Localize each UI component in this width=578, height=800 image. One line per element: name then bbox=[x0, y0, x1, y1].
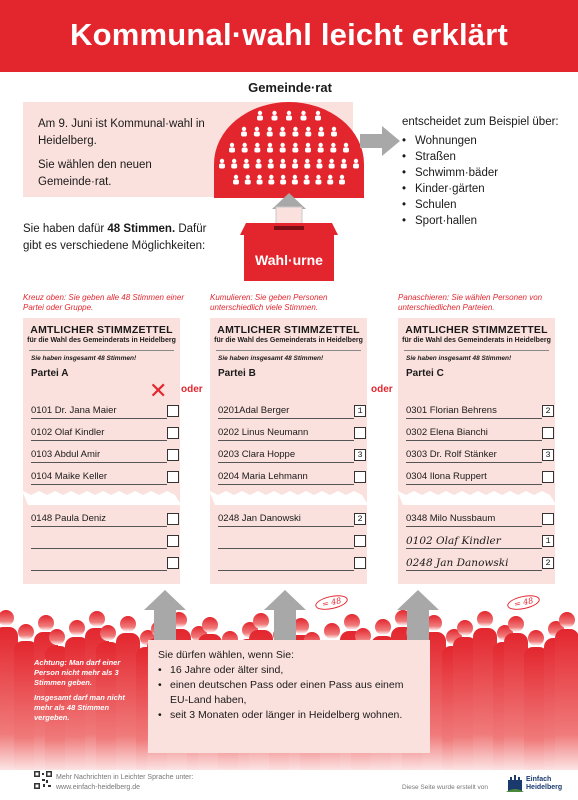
seat-person-icon bbox=[319, 127, 323, 131]
candidate-name: 0248 Jan Danowski bbox=[406, 557, 509, 569]
decides-item: • Kinder·gärten bbox=[402, 181, 572, 197]
seat-person-icon bbox=[231, 164, 237, 169]
torn-edge bbox=[210, 488, 367, 508]
vote-checkbox[interactable] bbox=[354, 427, 366, 439]
candidate-row bbox=[406, 530, 551, 549]
seat-person-icon bbox=[280, 180, 286, 185]
warning-note bbox=[34, 658, 142, 728]
seat-person-icon bbox=[287, 111, 291, 115]
candidate-row bbox=[406, 508, 542, 527]
seat-person-icon bbox=[330, 148, 336, 153]
decides-list bbox=[402, 133, 572, 229]
seat-person-icon bbox=[301, 111, 305, 115]
vote-checkbox[interactable] bbox=[167, 471, 179, 483]
seat-person-icon bbox=[268, 180, 274, 185]
seat-person-icon bbox=[257, 116, 263, 121]
seat-person-icon bbox=[315, 180, 321, 185]
candidate-row bbox=[218, 508, 363, 527]
seat-person-icon bbox=[229, 148, 235, 153]
seat-person-icon bbox=[329, 159, 333, 163]
title-banner bbox=[0, 0, 578, 72]
seat-person-icon bbox=[267, 132, 273, 137]
seat-person-icon bbox=[301, 116, 307, 121]
candidate-name: 0304 Ilona Ruppert bbox=[406, 471, 487, 482]
candidate-name: 0201Adal Berger bbox=[218, 405, 290, 416]
seat-person-icon bbox=[304, 164, 310, 169]
vote-tally: = 48 bbox=[314, 593, 349, 613]
ballot-note: Sie haben insgesamt 48 Stimmen! bbox=[218, 355, 324, 362]
seat-person-icon bbox=[305, 132, 311, 137]
candidate-row bbox=[31, 552, 167, 571]
intro-line-2: Sie wählen den neuen Gemeinde·rat. bbox=[38, 159, 152, 188]
torn-edge bbox=[398, 488, 555, 508]
vote-tally: = 48 bbox=[506, 593, 541, 613]
seat-person-icon bbox=[272, 111, 276, 115]
seat-person-icon bbox=[316, 111, 320, 115]
seat-person-icon bbox=[268, 127, 272, 131]
eligibility-item: • 16 Jahre oder älter sind, bbox=[158, 663, 420, 678]
candidate-name: 0204 Maria Lehmann bbox=[218, 471, 308, 482]
candidate-row bbox=[218, 422, 354, 441]
seat-person-icon bbox=[342, 159, 346, 163]
decides-heading: entscheidet zum Beispiel über: bbox=[402, 116, 559, 128]
candidate-row bbox=[31, 400, 167, 419]
seat-person-icon bbox=[244, 159, 248, 163]
vote-checkbox[interactable]: 2 bbox=[542, 405, 554, 417]
seat-person-icon bbox=[331, 143, 335, 147]
seat-person-icon bbox=[286, 116, 292, 121]
vote-checkbox[interactable]: 3 bbox=[354, 449, 366, 461]
seat-person-icon bbox=[293, 159, 297, 163]
ballot-card bbox=[23, 318, 180, 584]
seat-person-icon bbox=[233, 180, 239, 185]
crowd-person bbox=[100, 625, 116, 641]
vote-checkbox[interactable]: 1 bbox=[542, 535, 554, 547]
seat-person-icon bbox=[280, 143, 284, 147]
candidate-row bbox=[406, 552, 551, 571]
crowd-person bbox=[555, 629, 578, 770]
vote-checkbox[interactable] bbox=[167, 535, 179, 547]
vote-checkbox[interactable] bbox=[354, 557, 366, 569]
votes-text bbox=[23, 221, 213, 255]
seat-person-icon bbox=[318, 132, 324, 137]
seat-person-icon bbox=[245, 180, 251, 185]
candidate-row bbox=[31, 508, 167, 527]
eligibility-heading: Sie dürfen wählen, wenn Sie: bbox=[158, 649, 295, 661]
seat-person-icon bbox=[344, 143, 348, 147]
vote-checkbox[interactable] bbox=[167, 405, 179, 417]
ballot-card bbox=[398, 318, 555, 584]
method-caption-cross: Kreuz oben: Sie geben alle 48 Stimmen einer Partei oder Gruppe. bbox=[23, 293, 184, 312]
crowd-person bbox=[253, 613, 269, 629]
crowd-person bbox=[457, 620, 473, 636]
seat-person-icon bbox=[254, 148, 260, 153]
intro-line-1: Am 9. Juni ist Kommunal·wahl in Heidelberg. bbox=[38, 118, 205, 147]
candidate-row bbox=[406, 400, 551, 419]
warning-p2: Insgesamt darf man nicht mehr als 48 Stimmen vergeben. bbox=[34, 693, 125, 722]
method-caption-cumulate: Kumulieren: Sie geben Personen unterschiedlich viele Stimmen. bbox=[210, 293, 328, 312]
vote-checkbox[interactable]: 3 bbox=[542, 449, 554, 461]
seat-person-icon bbox=[306, 127, 310, 131]
torn-edge bbox=[23, 488, 180, 508]
seat-person-icon bbox=[268, 164, 274, 169]
seat-person-icon bbox=[268, 143, 272, 147]
decides-item: • Sport·hallen bbox=[402, 213, 572, 229]
seat-person-icon bbox=[242, 143, 246, 147]
crowd-person bbox=[120, 616, 136, 632]
candidate-name: 0302 Elena Bianchi bbox=[406, 427, 488, 438]
party-name: Partei A bbox=[31, 368, 69, 379]
seat-person-icon bbox=[332, 127, 336, 131]
method-caption-split: Panaschieren: Sie wählen Personen von unterschiedlichen Parteien. bbox=[398, 293, 543, 312]
candidate-row bbox=[406, 466, 542, 485]
decides-section bbox=[402, 114, 572, 229]
seat-person-icon bbox=[304, 180, 310, 185]
crowd-person bbox=[528, 630, 544, 646]
seat-person-icon bbox=[331, 132, 337, 137]
seat-person-icon bbox=[327, 180, 333, 185]
seat-person-icon bbox=[292, 148, 298, 153]
crowd-person bbox=[375, 619, 391, 635]
votes-rest: Dafür gibt es verschiedene Möglichkeiten: bbox=[23, 223, 207, 252]
crowd-person bbox=[38, 615, 54, 631]
party-name: Partei C bbox=[406, 368, 444, 379]
footer-website bbox=[56, 773, 193, 793]
ballot-header bbox=[210, 318, 367, 345]
seat-person-icon bbox=[246, 175, 250, 179]
or-label: oder bbox=[181, 384, 203, 395]
seat-person-icon bbox=[343, 148, 349, 153]
candidate-name: 0303 Dr. Rolf Stänker bbox=[406, 449, 497, 460]
page-title: Kommunal·wahl leicht erklärt bbox=[70, 17, 508, 52]
urn-label: Wahl·urne bbox=[255, 252, 323, 268]
seat-person-icon bbox=[257, 175, 261, 179]
seat-person-icon bbox=[306, 143, 310, 147]
seat-person-icon bbox=[317, 159, 321, 163]
footer-credit: Diese Seite wurde erstellt von bbox=[402, 784, 488, 791]
seat-person-icon bbox=[305, 148, 311, 153]
seat-person-icon bbox=[318, 148, 324, 153]
seat-person-icon bbox=[220, 159, 224, 163]
logo-line-1: Einfach bbox=[526, 776, 552, 783]
intro-text bbox=[38, 116, 208, 198]
seat-person-icon bbox=[292, 180, 298, 185]
ballot-header bbox=[23, 318, 180, 345]
footer-link[interactable]: www.einfach-heidelberg.de bbox=[56, 784, 141, 791]
seat-person-icon bbox=[293, 143, 297, 147]
seat-person-icon bbox=[256, 159, 260, 163]
decides-item: • Wohnungen bbox=[402, 133, 572, 149]
seat-person-icon bbox=[280, 148, 286, 153]
qr-code-icon[interactable] bbox=[34, 771, 52, 789]
vote-checkbox[interactable] bbox=[542, 427, 554, 439]
crowd-person bbox=[344, 614, 360, 630]
candidate-row bbox=[406, 444, 551, 463]
seat-person-icon bbox=[316, 164, 322, 169]
candidate-row bbox=[218, 400, 363, 419]
seat-person-icon bbox=[257, 180, 263, 185]
ballot-note: Sie haben insgesamt 48 Stimmen! bbox=[406, 355, 512, 362]
vote-checkbox[interactable] bbox=[167, 513, 179, 525]
ballot-header bbox=[398, 318, 555, 345]
or-label: oder bbox=[371, 384, 393, 395]
vote-checkbox[interactable] bbox=[354, 471, 366, 483]
footer-line-1: Mehr Nachrichten in Leichter Sprache unter: bbox=[56, 774, 194, 781]
candidate-row bbox=[218, 552, 354, 571]
party-name: Partei B bbox=[218, 368, 256, 379]
seat-person-icon bbox=[354, 159, 358, 163]
decides-item: • Schulen bbox=[402, 197, 572, 213]
seat-person-icon bbox=[258, 111, 262, 115]
seat-person-icon bbox=[267, 148, 273, 153]
seat-person-icon bbox=[340, 175, 344, 179]
votes-prefix: Sie haben dafür bbox=[23, 223, 108, 235]
crowd-person bbox=[89, 611, 105, 627]
crowd-person bbox=[559, 612, 575, 628]
seat-person-icon bbox=[269, 175, 273, 179]
ballot-party bbox=[398, 362, 555, 386]
seat-person-icon bbox=[293, 127, 297, 131]
crowd-person bbox=[69, 620, 85, 636]
eligibility-box bbox=[148, 640, 430, 753]
vote-checkbox[interactable]: 2 bbox=[542, 557, 554, 569]
ballot-title: AMTLICHER STIMMZETTEL bbox=[217, 324, 360, 336]
logo-text bbox=[526, 776, 562, 792]
seat-person-icon bbox=[254, 132, 260, 137]
seat-person-icon bbox=[234, 175, 238, 179]
ballot-title: AMTLICHER STIMMZETTEL bbox=[405, 324, 548, 336]
candidate-row bbox=[218, 444, 363, 463]
vote-checkbox[interactable] bbox=[167, 557, 179, 569]
vote-checkbox[interactable]: 1 bbox=[354, 405, 366, 417]
seat-person-icon bbox=[315, 116, 321, 121]
seat-person-icon bbox=[339, 180, 345, 185]
vote-checkbox[interactable] bbox=[167, 449, 179, 461]
seat-person-icon bbox=[255, 127, 259, 131]
seat-person-icon bbox=[328, 175, 332, 179]
ballot-subtitle: für die Wahl des Gemeinderats in Heidelberg bbox=[27, 337, 176, 344]
crowd-person bbox=[49, 629, 65, 645]
ballot-subtitle: für die Wahl des Gemeinderats in Heidelberg bbox=[402, 337, 551, 344]
vote-checkbox[interactable] bbox=[354, 535, 366, 547]
vote-checkbox[interactable] bbox=[542, 513, 554, 525]
candidate-row bbox=[31, 444, 167, 463]
seat-person-icon bbox=[243, 164, 249, 169]
decides-item: • Straßen bbox=[402, 149, 572, 165]
candidate-name: 0202 Linus Neumann bbox=[218, 427, 309, 438]
seat-person-icon bbox=[230, 143, 234, 147]
candidate-name: 0248 Jan Danowski bbox=[218, 513, 301, 524]
decides-item: • Schwimm·bäder bbox=[402, 165, 572, 181]
ballot-note: Sie haben insgesamt 48 Stimmen! bbox=[31, 355, 137, 362]
seat-person-icon bbox=[280, 127, 284, 131]
logo-line-2: Heidelberg bbox=[526, 784, 563, 791]
vote-checkbox[interactable]: 2 bbox=[354, 513, 366, 525]
council-dome-icon bbox=[214, 102, 364, 198]
seat-person-icon bbox=[304, 175, 308, 179]
candidate-name: 0102 Olaf Kindler bbox=[31, 427, 105, 438]
seat-person-icon bbox=[292, 164, 298, 169]
seat-person-icon bbox=[242, 148, 248, 153]
crowd-person bbox=[202, 617, 218, 633]
seat-person-icon bbox=[293, 175, 297, 179]
candidate-name: 0301 Florian Behrens bbox=[406, 405, 497, 416]
seat-person-icon bbox=[281, 159, 285, 163]
seat-person-icon bbox=[305, 159, 309, 163]
candidate-row bbox=[406, 422, 542, 441]
candidate-row bbox=[218, 530, 354, 549]
candidate-name: 0101 Dr. Jana Maier bbox=[31, 405, 117, 416]
vote-checkbox[interactable] bbox=[542, 471, 554, 483]
seat-person-icon bbox=[256, 164, 262, 169]
seat-person-icon bbox=[292, 132, 298, 137]
candidate-row bbox=[31, 530, 167, 549]
candidate-row bbox=[218, 466, 354, 485]
crowd-person bbox=[477, 611, 493, 627]
party-cross-mark-icon[interactable]: ✕ bbox=[149, 378, 168, 403]
seat-person-icon bbox=[329, 164, 335, 169]
candidate-name: 0148 Paula Deniz bbox=[31, 513, 106, 524]
candidate-name: 0102 Olaf Kindler bbox=[406, 535, 501, 547]
candidate-name: 0104 Maike Keller bbox=[31, 471, 108, 482]
seat-person-icon bbox=[242, 127, 246, 131]
candidate-name: 0203 Clara Hoppe bbox=[218, 449, 296, 460]
ballot-card bbox=[210, 318, 367, 584]
warning-p1: Achtung: Man darf einer Person nicht mehr als 3 Stimmen geben. bbox=[34, 658, 121, 687]
votes-count: 48 Stimmen. bbox=[107, 223, 176, 235]
seat-person-icon bbox=[280, 132, 286, 137]
ballot-urn-icon bbox=[240, 193, 338, 283]
ballot-title: AMTLICHER STIMMZETTEL bbox=[30, 324, 173, 336]
seat-person-icon bbox=[316, 175, 320, 179]
seat-person-icon bbox=[241, 132, 247, 137]
candidate-name: 0103 Abdul Amir bbox=[31, 449, 101, 460]
eligibility-list bbox=[158, 663, 420, 723]
eligibility-item: • einen deutschen Pass oder einen Pass aus einem EU-Land haben, bbox=[158, 678, 420, 708]
seat-person-icon bbox=[255, 143, 259, 147]
seat-person-icon bbox=[280, 164, 286, 169]
eligibility-item: • seit 3 Monaten oder länger in Heidelberg wohnen. bbox=[158, 708, 420, 723]
candidate-row bbox=[31, 466, 167, 485]
seat-person-icon bbox=[269, 159, 273, 163]
ballot-party bbox=[210, 362, 367, 386]
seat-person-icon bbox=[341, 164, 347, 169]
crowd-person bbox=[18, 624, 34, 640]
seat-person-icon bbox=[281, 175, 285, 179]
vote-checkbox[interactable] bbox=[167, 427, 179, 439]
candidate-row bbox=[31, 422, 167, 441]
seat-person-icon bbox=[219, 164, 225, 169]
ballot-subtitle: für die Wahl des Gemeinderats in Heidelberg bbox=[214, 337, 363, 344]
candidate-name: 0348 Milo Nussbaum bbox=[406, 513, 496, 524]
seat-person-icon bbox=[232, 159, 236, 163]
seat-person-icon bbox=[272, 116, 278, 121]
castle-logo-icon bbox=[506, 772, 524, 792]
crowd-person bbox=[508, 616, 524, 632]
crowd-person bbox=[324, 623, 340, 639]
arrow-right-icon bbox=[360, 126, 400, 156]
crowd-person bbox=[0, 610, 14, 626]
seat-person-icon bbox=[353, 164, 359, 169]
seat-person-icon bbox=[318, 143, 322, 147]
council-title: Gemeinde·rat bbox=[248, 80, 332, 95]
